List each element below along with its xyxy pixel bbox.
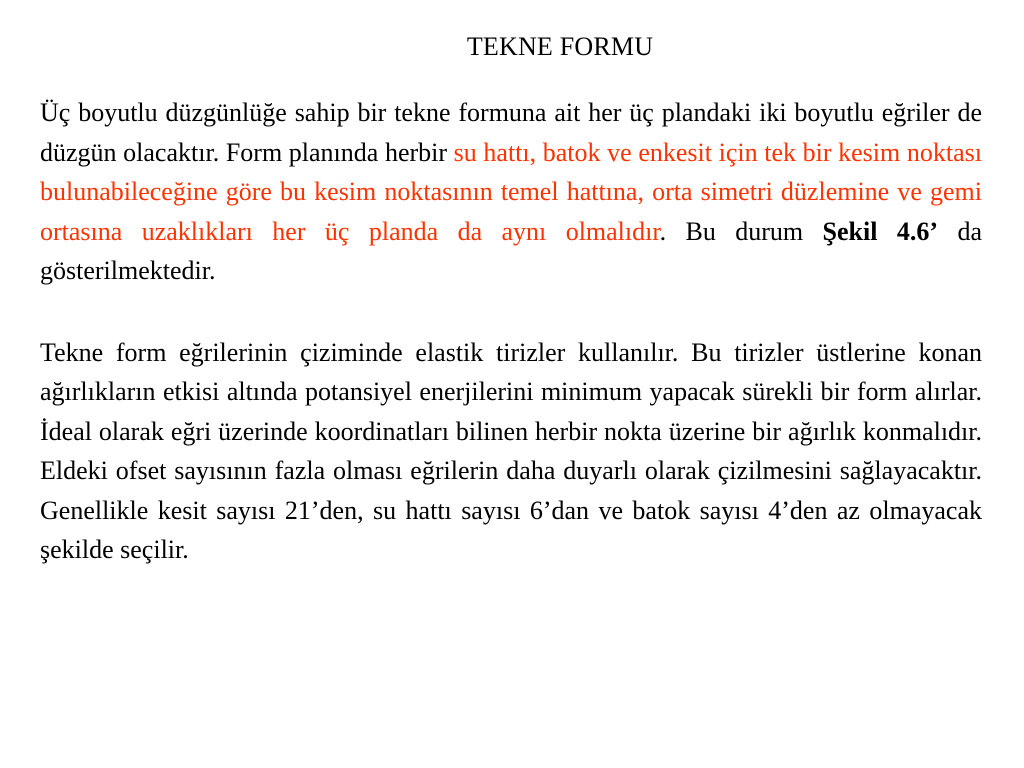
paragraph1-highlight: su hattı, batok ve enkesit için tek bir kesim noktası bulunabileceğine göre bu kesim noktasının temel hattına, orta simetri düzlemine ve gemi ortasına uzaklıkları her üç planda da aynı olmalıdır: [40, 137, 982, 246]
paragraph1-intro: Üç boyutlu düzgünlüğe sahip bir tekne formuna ait her üç plandaki iki boyutlu eğriler de düzgün olacaktır. Form planında herbir: [40, 98, 982, 167]
slide-body: [40, 93, 982, 570]
paragraph-elastic-splines: Tekne form eğrilerinin çiziminde elastik tirizler kullanılır. Bu tirizler üstlerine konan ağırlıkların etkisi altında potansiyel enerjilerini minimum yapacak sürekli bir form alırlar. İdeal olarak eğri üzerinde koordinatları bilinen herbir nokta üzerine bir ağırlık konmalıdır. Eldeki ofset sayısının fazla olması eğrilerin daha duyarlı olarak çizilmesini sağlayacaktır. Genellikle kesit sayısı 21’den, su hattı sayısı 6’dan ve batok sayısı 4’den az olmayacak şekilde seçilir.: [40, 337, 982, 564]
slide-title: TEKNE FORMU: [466, 32, 654, 61]
paragraph-form-smoothness: [40, 93, 982, 291]
paragraph1-outro: da gösterilmektedir.: [40, 216, 982, 285]
paragraph1-after: . Bu durum: [659, 216, 823, 246]
figure-reference: Şekil 4.6’: [822, 216, 939, 246]
